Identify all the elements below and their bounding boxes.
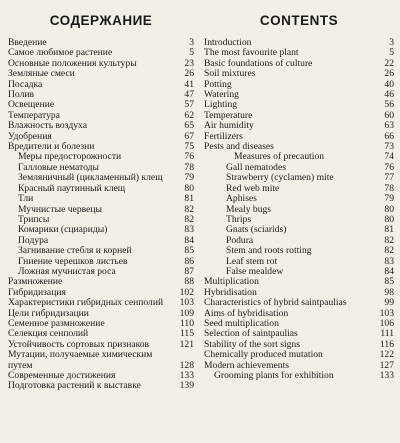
toc-entry xyxy=(8,277,194,287)
toc-entry-page: 86 xyxy=(184,255,194,267)
toc-entry-title: Гибридизация xyxy=(8,287,66,298)
toc-entry-page: 78 xyxy=(384,182,394,194)
toc-entry-title: Освещение xyxy=(8,100,55,111)
toc-entry xyxy=(204,205,394,215)
toc-entry xyxy=(8,298,194,308)
toc-entry-page: 84 xyxy=(184,234,194,246)
toc-entry-title: Seed multiplication xyxy=(204,318,279,329)
toc-entry xyxy=(204,59,394,69)
russian-contents-heading: СОДЕРЖАНИЕ xyxy=(49,13,153,28)
toc-entry xyxy=(8,38,194,48)
toc-entry-title: Characteristics of hybrid saintpaulias xyxy=(204,298,347,309)
toc-entry xyxy=(8,152,194,162)
toc-entry-title: Soil mixtures xyxy=(204,69,256,80)
toc-entry xyxy=(204,350,394,360)
toc-entry-page: 87 xyxy=(184,265,194,277)
toc-entry-title: Selection of saintpaulias xyxy=(204,329,298,340)
toc-entry-title: Вредители и болезни xyxy=(8,142,95,153)
english-contents-column xyxy=(204,12,394,381)
toc-entry-title: Stability of the sort signs xyxy=(204,339,300,350)
toc-entry-title: Тли xyxy=(18,194,34,205)
toc-entry xyxy=(204,184,394,194)
toc-entry-page: 99 xyxy=(384,297,394,309)
toc-entry-title: Земляные смеси xyxy=(8,69,75,80)
toc-entry xyxy=(204,309,394,319)
toc-entry-page: 139 xyxy=(179,380,194,392)
toc-entry-page: 88 xyxy=(184,276,194,288)
toc-entry-page: 26 xyxy=(184,68,194,80)
toc-entry-page: 80 xyxy=(384,203,394,215)
toc-entry xyxy=(204,173,394,183)
toc-entry xyxy=(204,246,394,256)
toc-entry xyxy=(8,340,194,350)
toc-entry xyxy=(204,340,394,350)
toc-entry-page: 3 xyxy=(189,37,194,48)
toc-entry-title: Характеристики гибридных сенполий xyxy=(8,298,164,309)
english-contents-list xyxy=(204,38,394,381)
toc-entry-title: Влажность воздуха xyxy=(8,121,87,132)
toc-entry-title: Grooming plants for exhibition xyxy=(214,371,334,381)
toc-entry-title: Введение xyxy=(8,38,47,48)
toc-entry-page: 80 xyxy=(184,182,194,194)
toc-entry-title: Mealy bugs xyxy=(226,204,272,215)
toc-entry-title: Подура xyxy=(18,235,49,246)
toc-entry-title: Gall nematodes xyxy=(226,162,286,173)
toc-entry xyxy=(8,111,194,121)
toc-entry-title: Gnats (sciarids) xyxy=(226,225,287,236)
russian-contents-list xyxy=(8,38,194,392)
toc-entry xyxy=(8,215,194,225)
toc-entry xyxy=(8,267,194,277)
toc-entry-title: False mealdew xyxy=(226,266,284,277)
toc-entry xyxy=(8,194,194,204)
toc-entry xyxy=(204,236,394,246)
toc-entry-page: 128 xyxy=(179,359,194,371)
toc-entry-page: 133 xyxy=(379,370,394,381)
toc-entry-page: 65 xyxy=(184,120,194,132)
toc-entry xyxy=(8,69,194,79)
toc-entry-title: Мутации, получаемые химическим путем xyxy=(8,350,153,371)
toc-entry-page: 62 xyxy=(184,109,194,121)
toc-entry-page: 84 xyxy=(384,265,394,277)
toc-entry-page: 109 xyxy=(179,307,194,319)
toc-entry xyxy=(8,142,194,152)
toc-entry-page: 56 xyxy=(384,99,394,111)
toc-entry-title: Red web mite xyxy=(226,183,280,194)
toc-entry xyxy=(204,152,394,162)
toc-entry xyxy=(8,225,194,235)
toc-entry xyxy=(8,173,194,183)
toc-entry-title: Самое любимое растение xyxy=(8,48,113,59)
toc-entry-page: 22 xyxy=(384,57,394,69)
russian-contents-column xyxy=(8,12,194,392)
toc-entry-page: 83 xyxy=(184,224,194,236)
toc-entry-title: Hybridisation xyxy=(204,287,257,298)
toc-entry-title: Ложная мучнистая роса xyxy=(18,266,116,277)
toc-entry-page: 103 xyxy=(179,297,194,309)
toc-entry-title: Гниение черешков листьев xyxy=(18,256,128,267)
toc-entry-page: 26 xyxy=(384,68,394,80)
toc-entry-title: Chemically produced mutation xyxy=(204,350,323,361)
toc-entry-page: 80 xyxy=(384,213,394,225)
toc-entry-title: Посадка xyxy=(8,79,43,90)
toc-entry-title: Pests and diseases xyxy=(204,142,274,153)
toc-entry-page: 111 xyxy=(380,328,394,340)
toc-entry-title: Stem and roots rotting xyxy=(226,246,312,257)
toc-entry-title: Thrips xyxy=(226,214,252,225)
toc-entry-page: 73 xyxy=(384,141,394,153)
toc-entry xyxy=(204,121,394,131)
toc-entry-title: Air humidity xyxy=(204,121,254,132)
toc-entry xyxy=(204,267,394,277)
toc-entry-title: Modern achievements xyxy=(204,360,289,371)
toc-entry-page: 110 xyxy=(179,317,194,329)
toc-entry-title: Potting xyxy=(204,79,232,90)
toc-entry-page: 60 xyxy=(384,109,394,121)
toc-entry-title: Загнивание стебля и корней xyxy=(18,246,132,257)
toc-entry xyxy=(204,48,394,58)
toc-entry xyxy=(204,288,394,298)
toc-entry xyxy=(8,309,194,319)
toc-entry-title: Strawberry (cyclamen) mite xyxy=(226,173,334,184)
toc-entry xyxy=(204,142,394,152)
toc-entry xyxy=(8,121,194,131)
toc-entry-title: Размножение xyxy=(8,277,63,288)
toc-entry-title: Галловые нематоды xyxy=(18,162,99,173)
toc-entry-title: Fertilizers xyxy=(204,131,243,142)
toc-entry-page: 47 xyxy=(184,89,194,101)
toc-entry-page: 103 xyxy=(379,307,394,319)
toc-entry-page: 76 xyxy=(384,161,394,173)
toc-entry-title: Aphises xyxy=(226,194,257,205)
toc-entry-page: 127 xyxy=(379,359,394,371)
toc-entry xyxy=(8,257,194,267)
toc-entry xyxy=(8,163,194,173)
toc-entry xyxy=(204,90,394,100)
toc-entry xyxy=(204,319,394,329)
toc-entry-title: Lighting xyxy=(204,100,238,111)
toc-entry-title: Современные достижения xyxy=(8,371,116,381)
toc-entry-page: 85 xyxy=(384,276,394,288)
toc-entry xyxy=(8,80,194,90)
toc-entry-page: 79 xyxy=(384,193,394,205)
toc-entry-page: 5 xyxy=(189,47,194,59)
toc-entry-page: 75 xyxy=(184,141,194,153)
toc-entry-title: Podura xyxy=(226,235,254,246)
toc-entry xyxy=(8,381,194,391)
toc-entry-title: Основные положения культуры xyxy=(8,58,137,69)
toc-entry-title: Introduction xyxy=(204,38,252,48)
toc-entry-title: Семенное размножение xyxy=(8,318,105,329)
toc-entry xyxy=(204,38,394,48)
toc-entry-title: Земляничный (цикламенный) клещ xyxy=(18,173,163,184)
toc-entry xyxy=(204,132,394,142)
toc-entry xyxy=(8,184,194,194)
toc-entry-title: Меры предосторожности xyxy=(18,152,122,163)
toc-entry-page: 78 xyxy=(184,161,194,173)
english-contents-heading: CONTENTS xyxy=(259,13,339,28)
toc-entry-title: Aims of hybridisation xyxy=(204,308,289,319)
toc-entry-title: Температура xyxy=(8,110,60,121)
toc-entry-page: 82 xyxy=(384,245,394,257)
toc-entry xyxy=(8,236,194,246)
toc-entry xyxy=(204,371,394,381)
toc-entry xyxy=(204,163,394,173)
toc-entry-title: Multiplication xyxy=(204,277,259,288)
toc-entry-page: 23 xyxy=(184,57,194,69)
toc-entry-page: 63 xyxy=(384,120,394,132)
toc-entry-page: 67 xyxy=(184,130,194,142)
toc-entry-page: 57 xyxy=(184,99,194,111)
toc-entry xyxy=(8,132,194,142)
toc-entry-page: 83 xyxy=(384,255,394,267)
toc-entry-page: 3 xyxy=(389,37,394,48)
toc-entry xyxy=(204,257,394,267)
toc-entry-page: 98 xyxy=(384,286,394,298)
toc-entry-page: 82 xyxy=(184,203,194,215)
toc-entry-page: 66 xyxy=(384,130,394,142)
toc-entry-title: Трипсы xyxy=(18,214,50,225)
toc-entry-title: The most favourite plant xyxy=(204,48,299,59)
toc-entry xyxy=(204,329,394,339)
toc-entry xyxy=(8,48,194,58)
toc-entry xyxy=(204,69,394,79)
toc-entry-title: Красный паутинный клещ xyxy=(18,183,126,194)
toc-entry xyxy=(8,350,194,371)
toc-entry xyxy=(8,100,194,110)
toc-entry xyxy=(204,111,394,121)
toc-entry xyxy=(8,329,194,339)
toc-entry-title: Подготовка растений к выставке xyxy=(8,381,141,392)
toc-entry xyxy=(204,215,394,225)
toc-entry-page: 121 xyxy=(179,338,194,350)
toc-entry-title: Measures of precaution xyxy=(234,152,325,163)
toc-entry-title: Селекция сенполий xyxy=(8,329,89,340)
toc-entry-page: 85 xyxy=(184,245,194,257)
toc-entry xyxy=(8,288,194,298)
toc-entry-title: Leaf stem rot xyxy=(226,256,278,267)
toc-entry xyxy=(204,225,394,235)
toc-entry-page: 41 xyxy=(184,78,194,90)
toc-entry-page: 5 xyxy=(389,47,394,59)
toc-entry-page: 116 xyxy=(379,338,394,350)
toc-entry xyxy=(8,59,194,69)
toc-entry xyxy=(8,90,194,100)
toc-entry-title: Полив xyxy=(8,90,35,101)
toc-entry-page: 106 xyxy=(379,317,394,329)
toc-entry xyxy=(204,194,394,204)
toc-entry xyxy=(204,361,394,371)
toc-entry-title: Basic foundations of culture xyxy=(204,58,313,69)
toc-entry-title: Цели гибридизации xyxy=(8,308,89,319)
toc-entry xyxy=(204,80,394,90)
toc-entry-page: 46 xyxy=(384,89,394,101)
toc-entry xyxy=(8,319,194,329)
toc-entry-title: Мучнистые червецы xyxy=(18,204,102,215)
toc-entry-page: 77 xyxy=(384,172,394,184)
toc-entry xyxy=(8,371,194,381)
toc-entry xyxy=(204,277,394,287)
toc-entry xyxy=(204,298,394,308)
toc-entry-page: 74 xyxy=(384,151,394,163)
toc-entry-page: 81 xyxy=(184,193,194,205)
toc-entry-title: Устойчивость сортовых признаков xyxy=(8,339,150,350)
toc-entry-title: Удобрения xyxy=(8,131,52,142)
toc-entry-title: Watering xyxy=(204,90,239,101)
toc-entry-page: 82 xyxy=(384,234,394,246)
toc-entry-page: 76 xyxy=(184,151,194,163)
toc-entry-page: 40 xyxy=(384,78,394,90)
toc-entry-page: 133 xyxy=(179,370,194,381)
toc-entry xyxy=(8,246,194,256)
toc-entry-page: 79 xyxy=(184,172,194,184)
toc-entry-page: 102 xyxy=(179,286,194,298)
toc-entry xyxy=(8,205,194,215)
toc-entry-page: 82 xyxy=(184,213,194,225)
toc-entry-page: 122 xyxy=(379,349,394,361)
toc-entry-title: Комарики (сциариды) xyxy=(18,225,108,236)
toc-entry-title: Temperature xyxy=(204,110,253,121)
toc-entry-page: 81 xyxy=(384,224,394,236)
toc-entry-page: 115 xyxy=(179,328,194,340)
toc-entry xyxy=(204,100,394,110)
